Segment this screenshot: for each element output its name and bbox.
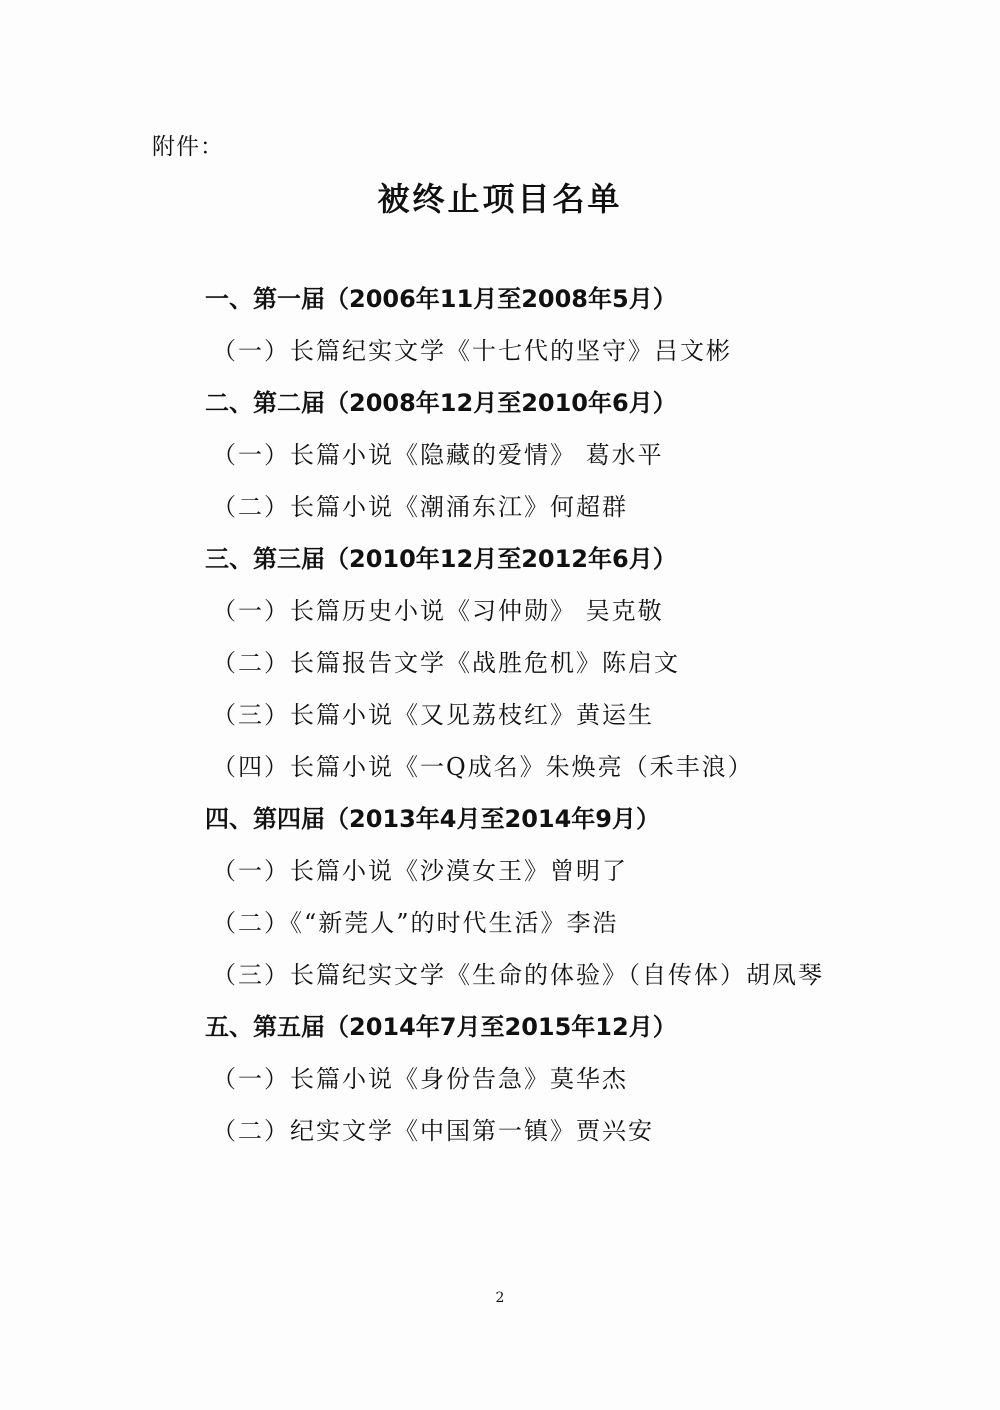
session-heading-4: 四、第四届（2013年4月至2014年9月） bbox=[205, 805, 660, 833]
list-item: （一）长篇历史小说《习仲勋》 吴克敬 bbox=[212, 597, 664, 625]
list-item: （二）长篇小说《潮涌东江》何超群 bbox=[212, 493, 628, 521]
session-heading-5: 五、第五届（2014年7月至2015年12月） bbox=[205, 1013, 677, 1041]
list-item: （一）长篇纪实文学《十七代的坚守》吕文彬 bbox=[212, 337, 732, 365]
list-item: （一）长篇小说《沙漠女王》曾明了 bbox=[212, 857, 628, 885]
list-item: （二）纪实文学《中国第一镇》贾兴安 bbox=[212, 1117, 654, 1145]
list-item: （一）长篇小说《隐藏的爱情》 葛水平 bbox=[212, 441, 664, 469]
list-item: （四）长篇小说《一Q成名》朱焕亮（禾丰浪） bbox=[212, 753, 754, 781]
session-heading-3: 三、第三届（2010年12月至2012年6月） bbox=[205, 545, 677, 573]
session-heading-1: 一、第一届（2006年11月至2008年5月） bbox=[205, 285, 677, 313]
list-item: （二）《“新莞人”的时代生活》李浩 bbox=[212, 909, 619, 937]
list-item: （一）长篇小说《身份告急》莫华杰 bbox=[212, 1065, 628, 1093]
document-title: 被终止项目名单 bbox=[377, 180, 623, 218]
session-heading-2: 二、第二届（2008年12月至2010年6月） bbox=[205, 389, 677, 417]
list-item: （三）长篇纪实文学《生命的体验》（自传体）胡凤琴 bbox=[212, 961, 824, 989]
page-number: 2 bbox=[495, 1290, 505, 1306]
list-item: （三）长篇小说《又见荔枝红》黄运生 bbox=[212, 701, 654, 729]
attachment-label: 附件： bbox=[152, 134, 224, 160]
list-item: （二）长篇报告文学《战胜危机》陈启文 bbox=[212, 649, 680, 677]
